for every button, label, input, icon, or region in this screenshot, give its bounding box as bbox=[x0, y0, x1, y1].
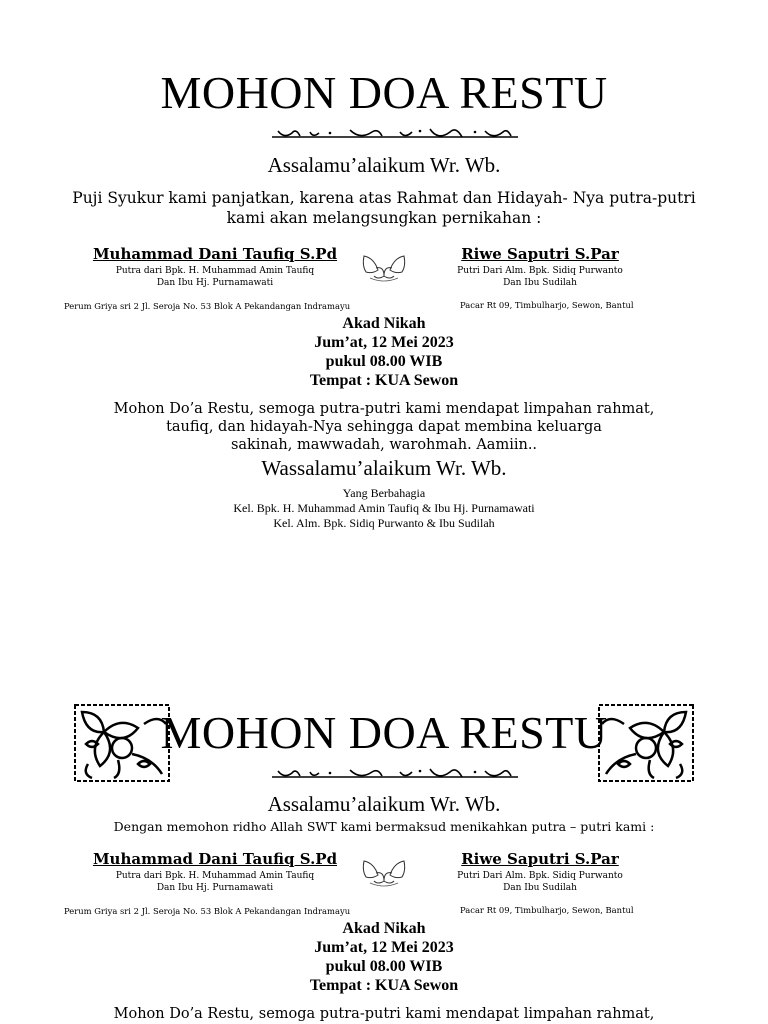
prayer-line-1: Mohon Do’a Restu, semoga putra-putri kami mendapat limpahan rahmat, bbox=[113, 401, 655, 417]
bride-parents-line-1: Putri Dari Alm. Bpk. Sidiq Purwanto bbox=[457, 266, 623, 276]
akad-block bbox=[0, 919, 768, 995]
prayer-line-3: sakinah, mawwadah, warohmah. Aamiin.. bbox=[230, 437, 538, 453]
greeting: Assalamu’alaikum Wr. Wb. bbox=[267, 153, 501, 177]
akad-time: pukul 08.00 WIB bbox=[325, 958, 443, 975]
signature-line-1: Kel. Bpk. H. Muhammad Amin Taufiq & Ibu Hj. Purnamawati bbox=[233, 501, 535, 515]
prayer-line-2: taufiq, dan hidayah-Nya sehingga dapat membina keluarga bbox=[166, 419, 602, 435]
groom-parents-line-1: Putra dari Bpk. H. Muhammad Amin Taufiq bbox=[115, 266, 315, 276]
intro-line-2: kami akan melangsungkan pernikahan : bbox=[226, 209, 542, 227]
doves-icon bbox=[360, 855, 408, 889]
prayer-line-1: Mohon Do’a Restu, semoga putra-putri kami mendapat limpahan rahmat, bbox=[113, 1006, 655, 1022]
groom-address: Perum Griya sri 2 Jl. Seroja No. 53 Blok A Pekandangan Indramayu bbox=[64, 906, 351, 916]
akad-block bbox=[0, 314, 768, 390]
akad-heading: Akad Nikah bbox=[342, 315, 426, 332]
intro-line-1: Puji Syukur kami panjatkan, karena atas Rahmat dan Hidayah- Nya putra-putri bbox=[72, 189, 696, 207]
bride-block bbox=[420, 850, 660, 894]
closing-greeting: Wassalamu’alaikum Wr. Wb. bbox=[261, 456, 507, 480]
prayer bbox=[0, 400, 768, 454]
groom-parents-line-2: Dan Ibu Hj. Purnamawati bbox=[156, 278, 274, 288]
akad-date: Jum’at, 12 Mei 2023 bbox=[314, 334, 454, 351]
bride-address: Pacar Rt 09, Timbulharjo, Sewon, Bantul bbox=[460, 905, 634, 915]
intro-line-1: Dengan memohon ridho Allah SWT kami bermaksud menikahkan putra – putri kami : bbox=[113, 819, 655, 834]
card-title: MOHON DOA RESTU bbox=[160, 67, 608, 118]
bride-parents-line-2: Dan Ibu Sudilah bbox=[503, 278, 577, 288]
basmala-calligraphy-icon bbox=[270, 127, 520, 143]
groom-block bbox=[50, 850, 380, 894]
greeting: Assalamu’alaikum Wr. Wb. bbox=[267, 792, 501, 816]
akad-date: Jum’at, 12 Mei 2023 bbox=[314, 939, 454, 956]
akad-heading: Akad Nikah bbox=[342, 920, 426, 937]
bride-name: Riwe Saputri S.Par bbox=[461, 245, 619, 263]
groom-address: Perum Griya sri 2 Jl. Seroja No. 53 Blok A Pekandangan Indramayu bbox=[64, 301, 351, 311]
bride-parents-line-2: Dan Ibu Sudilah bbox=[503, 883, 577, 893]
akad-place: Tempat : KUA Sewon bbox=[309, 372, 459, 389]
groom-parents-line-2: Dan Ibu Hj. Purnamawati bbox=[156, 883, 274, 893]
akad-place: Tempat : KUA Sewon bbox=[309, 977, 459, 994]
groom-name: Muhammad Dani Taufiq S.Pd bbox=[92, 245, 338, 263]
card-title: MOHON DOA RESTU bbox=[160, 707, 608, 758]
signature-line-2: Kel. Alm. Bpk. Sidiq Purwanto & Ibu Sudilah bbox=[273, 516, 495, 530]
signature bbox=[0, 486, 768, 531]
bride-name: Riwe Saputri S.Par bbox=[461, 850, 619, 868]
bride-address: Pacar Rt 09, Timbulharjo, Sewon, Bantul bbox=[460, 300, 634, 310]
groom-parents-line-1: Putra dari Bpk. H. Muhammad Amin Taufiq bbox=[115, 871, 315, 881]
akad-time: pukul 08.00 WIB bbox=[325, 353, 443, 370]
bride-parents-line-1: Putri Dari Alm. Bpk. Sidiq Purwanto bbox=[457, 871, 623, 881]
bride-block bbox=[420, 245, 660, 289]
basmala-calligraphy-icon bbox=[270, 767, 520, 783]
groom-name: Muhammad Dani Taufiq S.Pd bbox=[92, 850, 338, 868]
groom-block bbox=[50, 245, 380, 289]
signature-label: Yang Berbahagia bbox=[342, 486, 426, 500]
doves-icon bbox=[360, 250, 408, 284]
